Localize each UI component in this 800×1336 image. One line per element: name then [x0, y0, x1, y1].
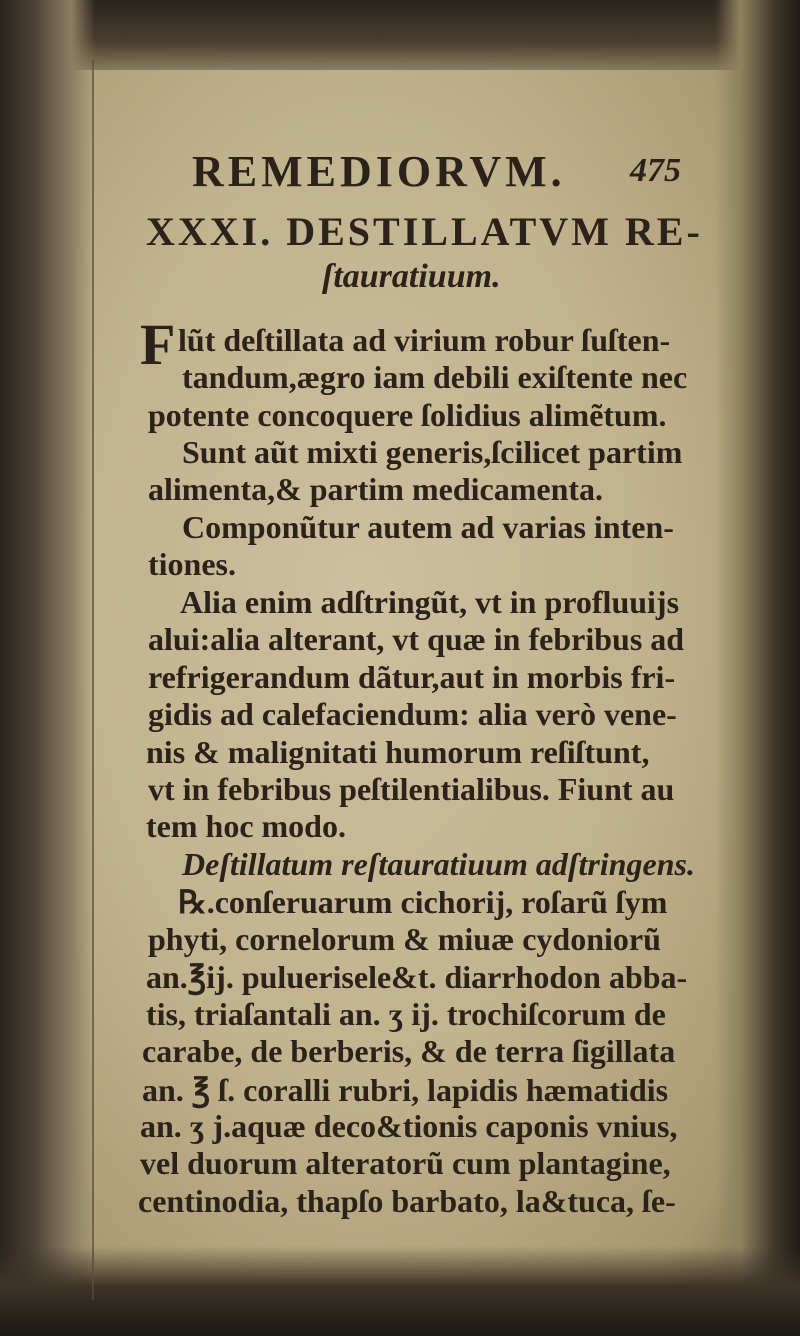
body-line: potente concoquere ſolidius alimẽtum.	[148, 397, 667, 433]
body-line: an. ℥ ſ. coralli rubri, lapidis hæmatidis	[142, 1072, 669, 1108]
body-line: Componũtur autem ad varias inten-	[182, 509, 674, 545]
body-line: vel duorum alteratorũ cum plantagine,	[140, 1145, 671, 1181]
page-edge-bottom	[0, 1246, 800, 1336]
body-line: ℞.conſeruarum cichorij, roſarũ ſym	[178, 884, 668, 920]
chapter-title: XXXI. DESTILLATVM RE-	[146, 209, 703, 254]
body-line: gidis ad calefaciendum: alia verò vene-	[148, 696, 677, 732]
body-line: alui:alia alterant, vt quæ in febribus ad	[148, 621, 685, 657]
body-line: an.℥ij. puluerisele&t. diarrhodon abba-	[146, 959, 688, 995]
body-line: tis, triaſantali an. ʒ ij. trochiſcorum de	[146, 996, 666, 1032]
body-line: an. ʒ j.aquæ deco&tionis caponis vnius,	[140, 1108, 678, 1144]
body-line: carabe, de berberis, & de terra ſigillata	[142, 1033, 676, 1069]
body-line: tem hoc modo.	[146, 808, 346, 844]
body-line: refrigerandum dãtur,aut in morbis fri-	[148, 659, 676, 695]
body-line: tandum,ægro iam debili exiſtente nec	[182, 359, 688, 395]
recipe-heading: Deſtillatum reſtauratiuum adſtringens.	[182, 846, 695, 882]
body-line: phyti, cornelorum & miuæ cydoniorũ	[148, 921, 661, 957]
drop-cap: F	[140, 312, 176, 377]
page-number: 475	[630, 152, 681, 189]
body-line: centinodia, thapſo barbato, la&tuca, ſe-	[138, 1183, 676, 1219]
body-line: lũt deſtillata ad virium robur ſuſten-	[178, 322, 671, 358]
page-edge-top	[0, 0, 800, 70]
page-edge-right	[715, 0, 800, 1336]
body-line: vt in febribus peſtilentialibus. Fiunt au	[148, 771, 675, 807]
body-line: alimenta,& partim medicamenta.	[148, 471, 604, 507]
page-edge-left	[0, 0, 95, 1336]
gutter-fold	[92, 60, 94, 1300]
body-line: Sunt aũt mixti generis,ſcilicet partim	[182, 434, 683, 470]
body-line: tiones.	[148, 546, 236, 582]
body-line: nis & malignitati humorum reſiſtunt,	[146, 734, 650, 770]
body-line: Alia enim adſtringũt, vt in profluuijs	[180, 584, 680, 620]
chapter-subtitle: ſtauratiuum.	[322, 258, 501, 295]
running-head: REMEDIORVM.	[192, 147, 566, 196]
